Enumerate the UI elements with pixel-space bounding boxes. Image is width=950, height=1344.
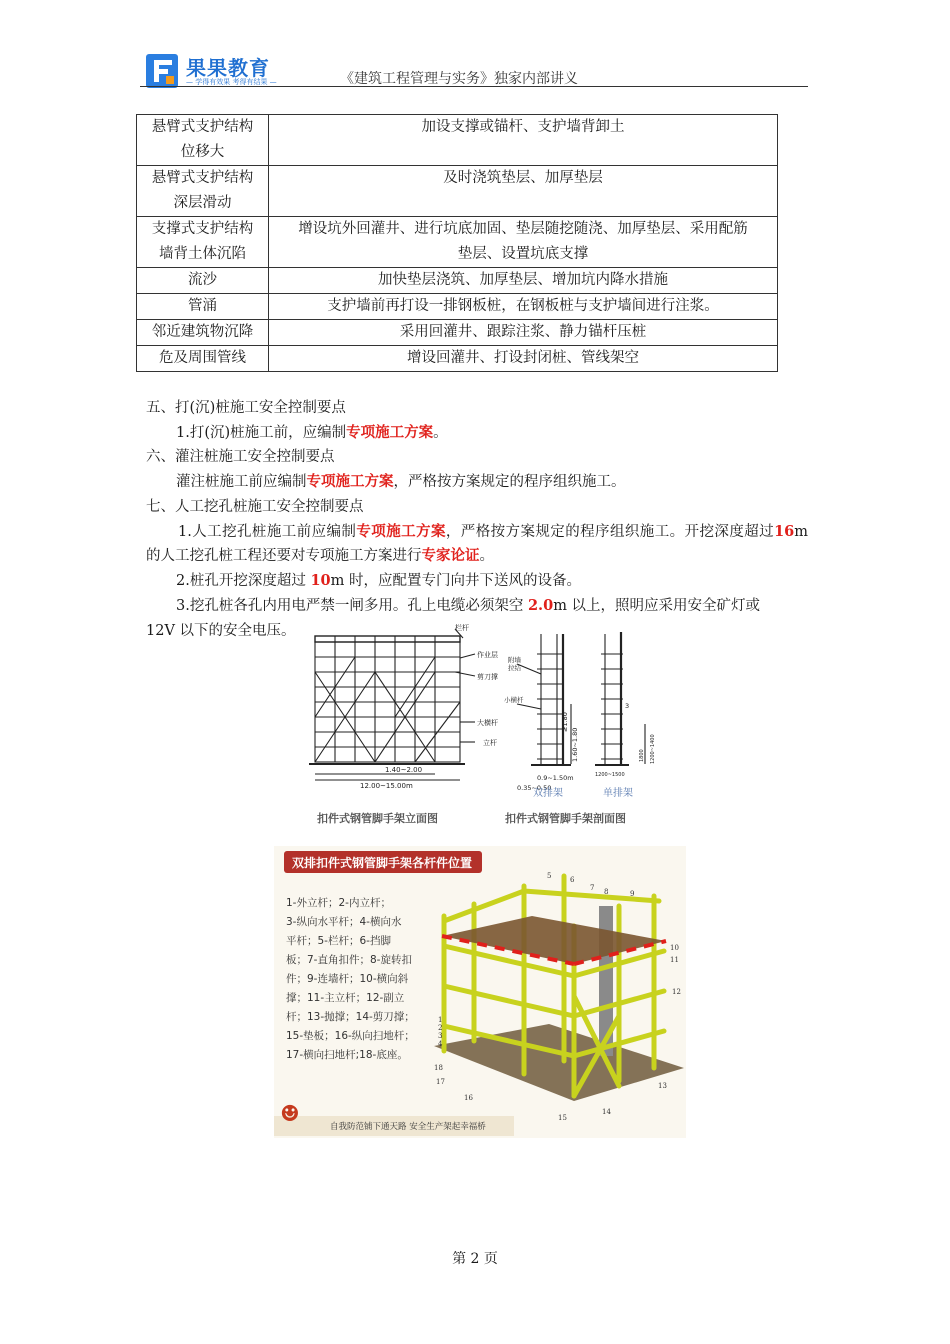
label-num-3: 3	[625, 702, 630, 710]
label-la-jie: 拉结	[508, 664, 521, 672]
caption-elevation: 扣件式钢管脚手架立面图	[317, 812, 438, 825]
dim-6: ≥1.80	[561, 712, 569, 732]
table-row	[137, 166, 778, 217]
illustration-title: 双排扣件式钢管脚手架各杆件位置	[292, 856, 473, 870]
section-6-heading: 六、灌注桩施工安全控制要点	[146, 449, 335, 465]
elevation-drawing	[309, 629, 475, 780]
label-jian-dao-cheng: 剪刀撑	[477, 673, 498, 681]
document-title: 《建筑工程管理与实务》独家内部讲义	[340, 71, 578, 87]
measures-table	[136, 114, 778, 372]
section-7-paragraph-3: 3.挖孔桩各孔内用电严禁一闸多用。孔上电缆必须架空 2.0m 以上，照明应采用安全矿灯或	[176, 597, 761, 614]
double-row-scaffold-illustration	[274, 846, 686, 1138]
table-cell-problem: 邻近建筑物沉降	[137, 320, 269, 346]
table-cell-problem: 悬臂式支护结构 深层滑动	[137, 166, 269, 217]
dim-8: 1800	[639, 749, 645, 762]
table-cell-measure: 采用回灌井、跟踪注浆、静力锚杆压桩	[269, 320, 778, 346]
section-6-paragraph: 灌注桩施工前应编制专项施工方案，严格按方案规定的程序组织施工。	[176, 473, 626, 490]
dim-3: 0.35~0.50	[517, 784, 552, 792]
illustration-footer-bar	[274, 1102, 514, 1136]
table-row	[137, 217, 778, 268]
table-cell-measure: 增设回灌井、打设封闭桩、管线架空	[269, 346, 778, 372]
label-zuo-ye-ceng: 作业层	[477, 651, 498, 659]
page-number: 第 2 页	[452, 1251, 498, 1267]
table-cell-problem: 悬臂式支护结构 位移大	[137, 115, 269, 166]
scaffold-elevation-section-figure	[305, 624, 670, 836]
page-header	[140, 52, 808, 90]
section-7-paragraph-3-cont: 12V 以下的安全电压。	[146, 623, 296, 639]
section-7-heading: 七、人工挖孔桩施工安全控制要点	[146, 499, 364, 515]
label-fu-qiang: 附墙	[508, 656, 521, 664]
table-cell-problem: 流沙	[137, 268, 269, 294]
label-lan-gan: 栏杆	[455, 624, 469, 632]
table-row	[137, 346, 778, 372]
dim-4: 0.9~1.50m	[537, 774, 574, 782]
logo-icon	[146, 54, 178, 88]
table-row	[137, 294, 778, 320]
table-cell-measure: 及时浇筑垫层、加厚垫层	[269, 166, 778, 217]
section-5-heading: 五、打(沉)桩施工安全控制要点	[146, 400, 346, 416]
sub-label-double-row: 双排架	[533, 788, 563, 799]
table-row	[137, 268, 778, 294]
dim-9: 1200~1400	[650, 734, 656, 764]
section-7-paragraph-1: 1.人工挖孔桩施工前应编制专项施工方案，严格按方案规定的程序组织施工。开挖深度超过16m 的人工挖孔桩工程还要对专项施工方案进行专家论证。	[146, 523, 809, 564]
dim-5: 1200~1500	[595, 772, 625, 778]
dim-1: 1.40~2.00	[385, 766, 423, 774]
section-7-paragraph-2: 2.桩孔开挖深度超过 10m 时，应配置专门向井下送风的设备。	[176, 572, 581, 589]
sub-label-single-row: 单排架	[603, 788, 633, 799]
label-da-heng-gan: 大横杆	[477, 719, 498, 727]
header-divider	[140, 86, 808, 87]
section-5-paragraph: 1.打(沉)桩施工前，应编制专项施工方案。	[176, 424, 448, 441]
label-li-gan: 立杆	[483, 739, 497, 747]
table-cell-problem: 管涌	[137, 294, 269, 320]
table-cell-problem: 支撑式支护结构 墙背土体沉陷	[137, 217, 269, 268]
dim-2: 12.00~15.00m	[360, 782, 413, 790]
legend-text: 1-外立杆；2-内立杆； 3-纵向水平杆；4-横向水 平杆；5-栏杆；6-挡脚 板；7-直角扣件；8-旋转扣 件；9-连墙杆；10-横向斜 撑；11-主立杆；12-副立 杆；13-抛撑；14-剪刀撑； 15-垫板；16-纵向扫地杆； 17-横向扫地杆;18-底座。	[286, 897, 415, 1061]
part-numbers: 5 6 7 8 9 10 11 12 13 14 15 16 18 1 2 3 4 17	[434, 872, 681, 1122]
caption-section: 扣件式钢管脚手架剖面图	[505, 812, 626, 825]
worker-mascot-icon: ☻	[280, 1102, 300, 1127]
table-cell-measure: 增设坑外回灌井、进行坑底加固、垫层随挖随浇、加厚垫层、采用配筋 垫层、设置坑底支撑	[269, 217, 778, 268]
double-row-section-drawing	[517, 634, 571, 765]
safety-slogan: 自我防范铺下通天路 安全生产架起幸福桥	[330, 1122, 486, 1132]
label-xiao-heng-gan: 小横杆	[504, 696, 524, 704]
brand-name: 果果教育	[186, 56, 270, 80]
table-row	[137, 115, 778, 166]
table-cell-measure: 加设支撑或锚杆、支护墙背卸土	[269, 115, 778, 166]
single-row-section-drawing	[595, 632, 645, 765]
dim-7: 1.60~1.80	[571, 727, 579, 762]
table-cell-problem: 危及周围管线	[137, 346, 269, 372]
table-row	[137, 320, 778, 346]
table-cell-measure: 支护墙前再打设一排钢板桩，在钢板桩与支护墙间进行注浆。	[269, 294, 778, 320]
brand-slogan: — 学得有效果 考得有结果 —	[186, 78, 277, 86]
table-cell-measure: 加快垫层浇筑、加厚垫层、增加坑内降水措施	[269, 268, 778, 294]
